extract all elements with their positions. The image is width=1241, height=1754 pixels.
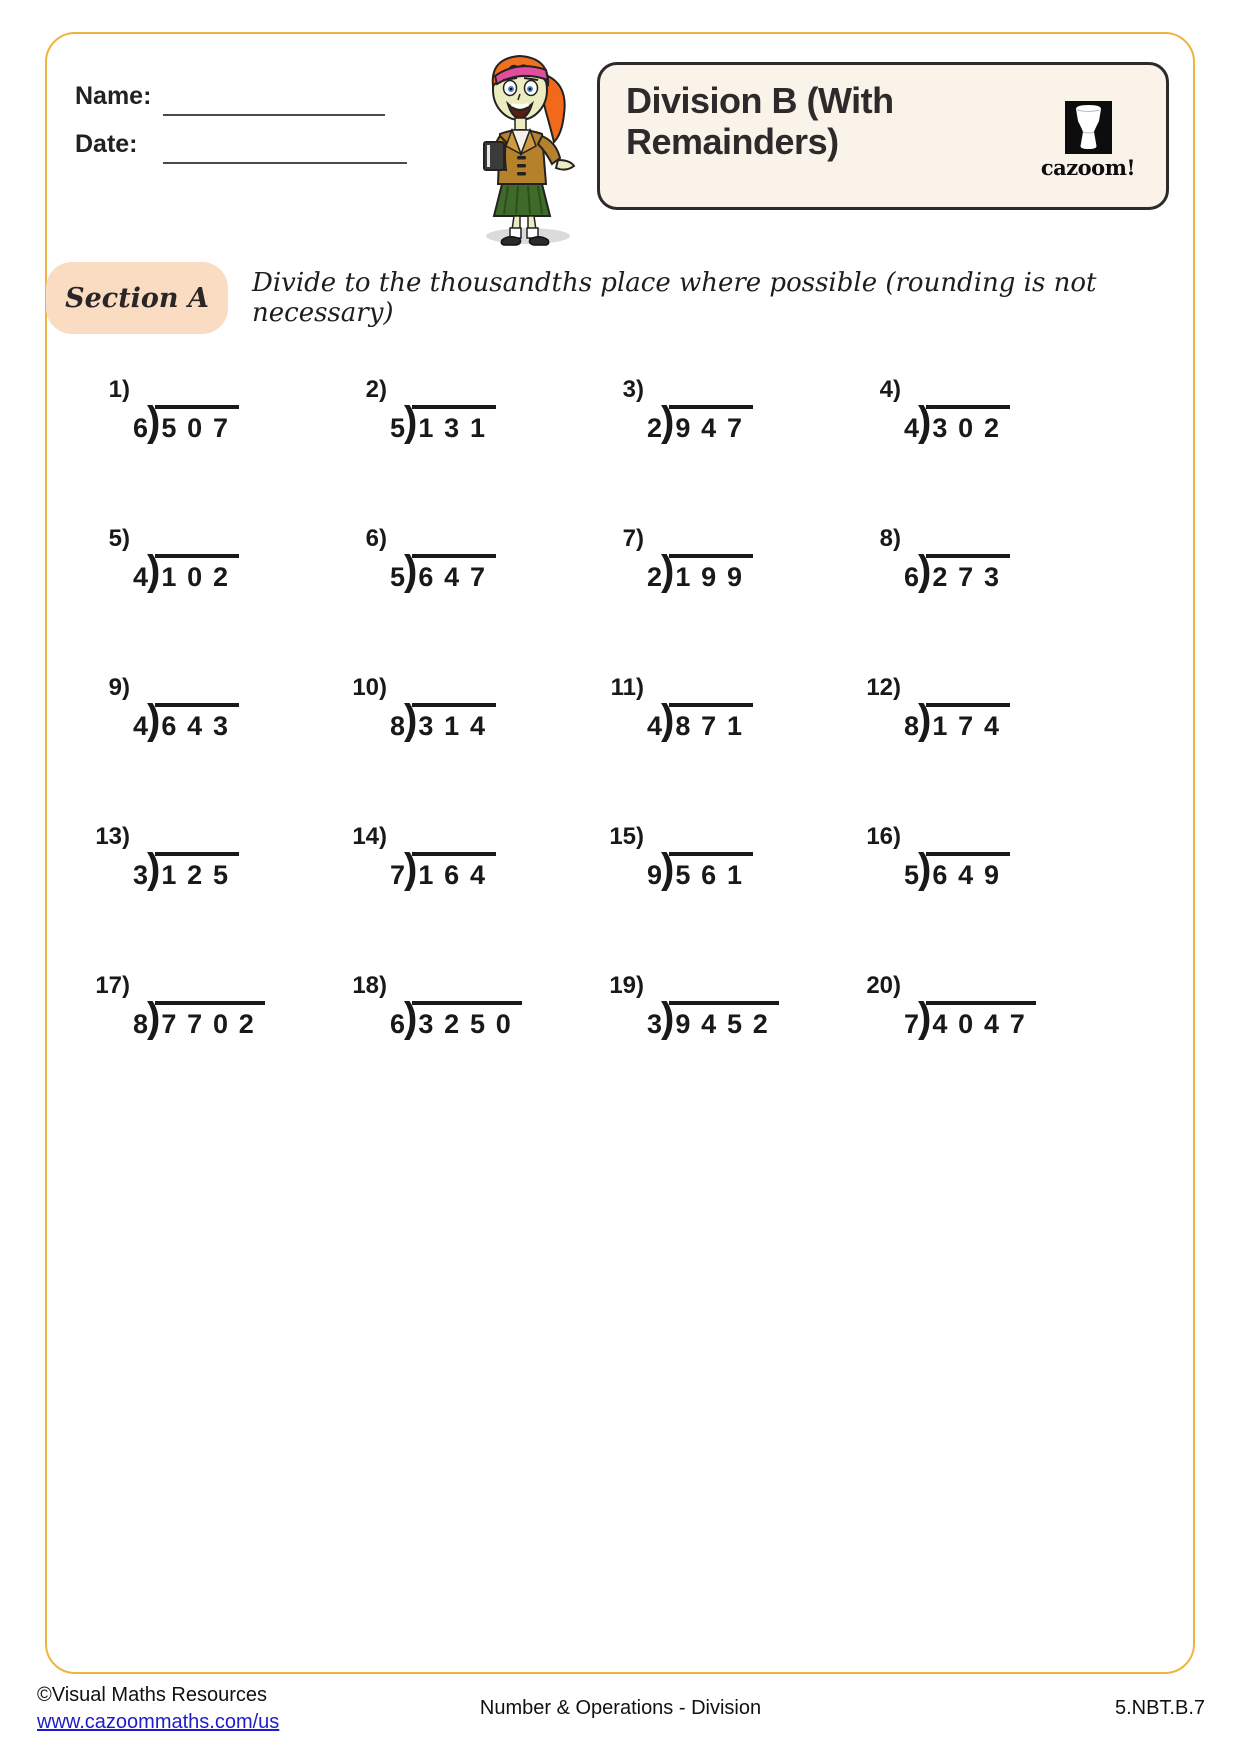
dividend: 125 xyxy=(155,852,238,891)
long-division-expression xyxy=(647,697,753,743)
long-division-expression xyxy=(647,548,753,594)
divisor: 6 xyxy=(390,1009,406,1039)
dividend: 273 xyxy=(926,554,1009,593)
dividend: 561 xyxy=(669,852,752,891)
division-problem xyxy=(74,968,331,1117)
divisor: 5 xyxy=(904,860,920,890)
division-bracket: ) xyxy=(147,548,161,594)
dividend: 871 xyxy=(669,703,752,742)
long-division-expression xyxy=(647,846,753,892)
problem-number: 4) xyxy=(879,376,901,403)
problem-number: 16) xyxy=(866,823,901,850)
division-bracket: ) xyxy=(404,995,418,1041)
dividend: 947 xyxy=(669,405,752,444)
division-problem xyxy=(845,968,1102,1117)
footer-copyright: ©Visual Maths Resources xyxy=(37,1684,268,1706)
dividend: 102 xyxy=(155,554,238,593)
division-bracket: ) xyxy=(918,548,932,594)
division-bracket: ) xyxy=(918,995,932,1041)
division-bracket: ) xyxy=(661,399,675,445)
problem-number: 3) xyxy=(622,376,644,403)
division-bracket: ) xyxy=(918,399,932,445)
divisor: 4 xyxy=(904,413,920,443)
division-problem xyxy=(74,372,331,521)
long-division-expression xyxy=(133,399,239,445)
divisor: 2 xyxy=(647,562,663,592)
section-a-label: Section A xyxy=(65,282,209,314)
problem-number: 6) xyxy=(365,525,387,552)
problem-number: 19) xyxy=(609,972,644,999)
divisor: 8 xyxy=(904,711,920,741)
division-problem xyxy=(74,521,331,670)
long-division-expression xyxy=(904,995,1036,1041)
division-bracket: ) xyxy=(918,846,932,892)
divisor: 7 xyxy=(390,860,406,890)
dividend: 507 xyxy=(155,405,238,444)
dividend: 9452 xyxy=(669,1001,778,1040)
division-problem xyxy=(588,372,845,521)
long-division-expression xyxy=(133,995,265,1041)
long-division-expression xyxy=(390,399,496,445)
division-problem xyxy=(331,670,588,819)
problems-grid xyxy=(74,372,1102,1117)
date-label: Date: xyxy=(75,130,138,158)
division-problem xyxy=(331,968,588,1117)
section-a-pill xyxy=(46,262,228,334)
divisor: 4 xyxy=(647,711,663,741)
dividend: 643 xyxy=(155,703,238,742)
worksheet-title: Division B (With Remainders) xyxy=(626,80,894,162)
problem-number: 11) xyxy=(610,674,644,701)
divisor: 6 xyxy=(904,562,920,592)
cazoom-logo xyxy=(1038,101,1138,180)
division-bracket: ) xyxy=(661,995,675,1041)
problem-number: 10) xyxy=(352,674,387,701)
long-division-expression xyxy=(390,995,522,1041)
problem-number: 12) xyxy=(866,674,901,701)
logo-wordmark: cazoom! xyxy=(1040,155,1136,180)
division-bracket: ) xyxy=(404,548,418,594)
student-character-illustration xyxy=(462,42,590,248)
division-problem xyxy=(331,521,588,670)
problem-number: 15) xyxy=(609,823,644,850)
date-input-line xyxy=(163,162,407,164)
long-division-expression xyxy=(904,846,1010,892)
problem-number: 20) xyxy=(866,972,901,999)
division-bracket: ) xyxy=(147,399,161,445)
division-problem xyxy=(74,670,331,819)
problem-number: 5) xyxy=(108,525,130,552)
long-division-expression xyxy=(133,846,239,892)
dividend: 649 xyxy=(926,852,1009,891)
problem-number: 1) xyxy=(108,376,130,403)
division-problem xyxy=(331,372,588,521)
problem-number: 2) xyxy=(365,376,387,403)
division-problem xyxy=(588,521,845,670)
divisor: 3 xyxy=(647,1009,663,1039)
dividend: 131 xyxy=(412,405,495,444)
dividend: 3250 xyxy=(412,1001,521,1040)
division-problem xyxy=(74,819,331,968)
dividend: 647 xyxy=(412,554,495,593)
division-bracket: ) xyxy=(661,697,675,743)
long-division-expression xyxy=(390,697,496,743)
djembe-drum-icon xyxy=(1065,101,1112,154)
long-division-expression xyxy=(904,548,1010,594)
division-bracket: ) xyxy=(404,697,418,743)
long-division-expression xyxy=(133,548,239,594)
division-problem xyxy=(588,819,845,968)
title-box xyxy=(597,62,1169,210)
division-bracket: ) xyxy=(661,548,675,594)
division-bracket: ) xyxy=(404,846,418,892)
problem-number: 8) xyxy=(879,525,901,552)
division-problem xyxy=(331,819,588,968)
student-character-icon xyxy=(462,42,590,248)
dividend: 4047 xyxy=(926,1001,1035,1040)
divisor: 3 xyxy=(133,860,149,890)
divisor: 7 xyxy=(904,1009,920,1039)
division-bracket: ) xyxy=(404,399,418,445)
footer-website-link[interactable]: www.cazoommaths.com/us xyxy=(37,1711,280,1733)
long-division-expression xyxy=(647,995,779,1041)
footer-standard-code: 5.NBT.B.7 xyxy=(1114,1697,1205,1719)
problem-number: 9) xyxy=(108,674,130,701)
name-input-line xyxy=(163,114,385,116)
footer-topic: Number & Operations - Division xyxy=(479,1697,762,1719)
problem-number: 13) xyxy=(95,823,130,850)
divisor: 9 xyxy=(647,860,663,890)
long-division-expression xyxy=(133,697,239,743)
divisor: 4 xyxy=(133,562,149,592)
divisor: 8 xyxy=(133,1009,149,1039)
division-problem xyxy=(588,670,845,819)
long-division-expression xyxy=(390,548,496,594)
problem-number: 7) xyxy=(622,525,644,552)
divisor: 6 xyxy=(133,413,149,443)
division-bracket: ) xyxy=(147,846,161,892)
problem-number: 17) xyxy=(95,972,130,999)
problem-number: 14) xyxy=(352,823,387,850)
problem-number: 18) xyxy=(352,972,387,999)
long-division-expression xyxy=(647,399,753,445)
dividend: 174 xyxy=(926,703,1009,742)
dividend: 314 xyxy=(412,703,495,742)
dividend: 199 xyxy=(669,554,752,593)
division-bracket: ) xyxy=(918,697,932,743)
division-problem xyxy=(845,670,1102,819)
long-division-expression xyxy=(904,697,1010,743)
division-bracket: ) xyxy=(147,697,161,743)
divisor: 8 xyxy=(390,711,406,741)
divisor: 2 xyxy=(647,413,663,443)
division-problem xyxy=(845,819,1102,968)
divisor: 5 xyxy=(390,413,406,443)
division-bracket: ) xyxy=(661,846,675,892)
long-division-expression xyxy=(904,399,1010,445)
divisor: 4 xyxy=(133,711,149,741)
division-problem xyxy=(845,521,1102,670)
dividend: 7702 xyxy=(155,1001,264,1040)
division-problem xyxy=(588,968,845,1117)
dividend: 164 xyxy=(412,852,495,891)
divisor: 5 xyxy=(390,562,406,592)
division-bracket: ) xyxy=(147,995,161,1041)
long-division-expression xyxy=(390,846,496,892)
dividend: 302 xyxy=(926,405,1009,444)
section-a-instruction: Divide to the thousandths place where possible (rounding is not necessary) xyxy=(252,268,1097,328)
division-problem xyxy=(845,372,1102,521)
name-label: Name: xyxy=(75,82,152,110)
